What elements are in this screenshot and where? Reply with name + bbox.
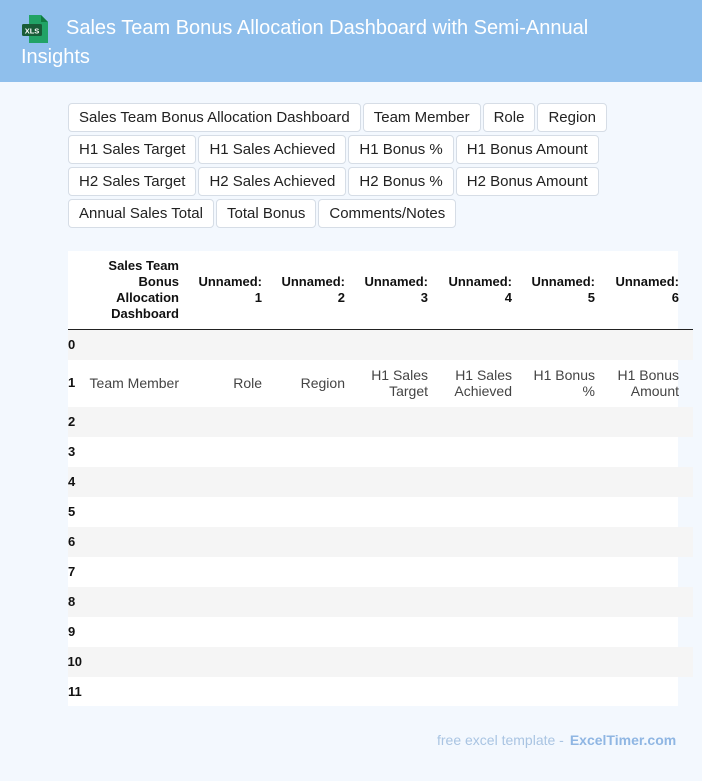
table-cell bbox=[609, 330, 693, 360]
table-cell bbox=[526, 647, 609, 677]
table-row bbox=[68, 587, 693, 617]
column-header: Sales Team Bonus Allocation Dashboard bbox=[82, 251, 193, 330]
table-cell: Team Member bbox=[89, 375, 179, 391]
table-cell bbox=[193, 497, 276, 527]
table-cell bbox=[442, 557, 526, 587]
table-cell bbox=[359, 437, 442, 467]
column-chip[interactable]: H2 Bonus % bbox=[348, 167, 453, 196]
row-index: 4 bbox=[68, 473, 76, 489]
table-cell bbox=[442, 407, 526, 437]
table-cell bbox=[526, 437, 609, 467]
table-cell bbox=[82, 407, 193, 437]
column-chip[interactable]: Region bbox=[537, 103, 607, 132]
table-cell bbox=[609, 617, 693, 647]
table-cell bbox=[359, 527, 442, 557]
column-header: Unnamed: 4 bbox=[442, 251, 526, 330]
table-row bbox=[68, 617, 693, 647]
table-cell bbox=[359, 647, 442, 677]
row-index: 1 bbox=[68, 375, 76, 390]
table-cell bbox=[442, 330, 526, 360]
table-cell bbox=[82, 527, 193, 557]
table-cell bbox=[526, 557, 609, 587]
table-row bbox=[68, 437, 693, 467]
column-header: Unnamed: 6 bbox=[609, 251, 693, 330]
table-cell bbox=[276, 407, 359, 437]
table-cell bbox=[609, 677, 693, 707]
table-cell bbox=[526, 467, 609, 497]
table-cell bbox=[442, 497, 526, 527]
table-cell bbox=[193, 647, 276, 677]
table-row bbox=[68, 407, 693, 437]
table-cell bbox=[609, 557, 693, 587]
row-index: 7 bbox=[68, 563, 76, 579]
column-chip[interactable]: H1 Sales Achieved bbox=[198, 135, 346, 164]
table-cell bbox=[276, 330, 359, 360]
table-cell bbox=[609, 497, 693, 527]
table-cell bbox=[442, 617, 526, 647]
table-cell bbox=[276, 557, 359, 587]
column-chip[interactable]: Total Bonus bbox=[216, 199, 316, 228]
data-table bbox=[68, 251, 678, 706]
table-cell bbox=[609, 587, 693, 617]
chip-row bbox=[68, 199, 628, 231]
table-cell bbox=[82, 557, 193, 587]
table-cell bbox=[442, 647, 526, 677]
table-cell bbox=[276, 437, 359, 467]
column-header: Unnamed: 5 bbox=[526, 251, 609, 330]
table-row bbox=[68, 497, 693, 527]
column-chip[interactable]: Comments/Notes bbox=[318, 199, 456, 228]
table-row bbox=[68, 330, 693, 360]
table-cell bbox=[442, 587, 526, 617]
table-cell bbox=[442, 437, 526, 467]
table-cell bbox=[609, 527, 693, 557]
table-cell bbox=[609, 437, 693, 467]
column-chip[interactable]: H1 Sales Target bbox=[68, 135, 196, 164]
table-cell bbox=[359, 497, 442, 527]
row-index: 11 bbox=[68, 683, 82, 699]
table-cell: H1 Sales Target bbox=[371, 367, 428, 399]
footer-text: free excel template - bbox=[437, 732, 564, 748]
table-cell bbox=[82, 467, 193, 497]
table-cell bbox=[359, 617, 442, 647]
table-cell bbox=[609, 467, 693, 497]
table-cell bbox=[276, 677, 359, 707]
column-chip[interactable]: H2 Sales Achieved bbox=[198, 167, 346, 196]
table-header-row bbox=[68, 251, 693, 330]
table-cell bbox=[276, 467, 359, 497]
column-chip[interactable]: H1 Bonus Amount bbox=[456, 135, 599, 164]
footer-credit bbox=[437, 732, 676, 748]
table-cell bbox=[609, 407, 693, 437]
table-cell bbox=[442, 527, 526, 557]
table-cell bbox=[193, 587, 276, 617]
table-cell bbox=[193, 557, 276, 587]
column-chip[interactable]: Annual Sales Total bbox=[68, 199, 214, 228]
table-cell bbox=[193, 527, 276, 557]
table-row bbox=[68, 677, 693, 707]
table-cell bbox=[193, 677, 276, 707]
table-row bbox=[68, 527, 693, 557]
table-cell bbox=[82, 617, 193, 647]
table-row bbox=[68, 360, 693, 407]
row-index: 0 bbox=[68, 336, 76, 352]
chip-row bbox=[68, 167, 628, 199]
table-cell: H1 Bonus % bbox=[533, 367, 595, 399]
row-index: 2 bbox=[68, 413, 76, 429]
table-cell: Role bbox=[233, 375, 262, 391]
table-cell bbox=[276, 497, 359, 527]
table-cell bbox=[359, 467, 442, 497]
column-header: Unnamed: 1 bbox=[193, 251, 276, 330]
table-cell: H1 Bonus Amount bbox=[617, 367, 679, 399]
table-cell bbox=[82, 677, 193, 707]
table-cell bbox=[82, 330, 193, 360]
table-row bbox=[68, 467, 693, 497]
row-index: 8 bbox=[68, 593, 76, 609]
table-cell bbox=[359, 587, 442, 617]
page-title: Sales Team Bonus Allocation Dashboard with Semi-Annual Insights bbox=[21, 17, 589, 68]
table-cell bbox=[442, 467, 526, 497]
column-chip[interactable]: H2 Bonus Amount bbox=[456, 167, 599, 196]
column-chip[interactable]: Sales Team Bonus Allocation Dashboard bbox=[68, 103, 361, 132]
table-cell bbox=[276, 647, 359, 677]
table-cell bbox=[359, 407, 442, 437]
table-cell: Region bbox=[300, 375, 345, 391]
row-index: 10 bbox=[67, 653, 82, 669]
table-cell bbox=[82, 647, 193, 677]
page-header bbox=[0, 0, 702, 82]
table-cell bbox=[193, 617, 276, 647]
table-cell bbox=[526, 617, 609, 647]
chip-row bbox=[68, 103, 628, 135]
table-row bbox=[68, 647, 693, 677]
table-cell bbox=[276, 587, 359, 617]
table-cell bbox=[82, 437, 193, 467]
table-cell bbox=[526, 677, 609, 707]
footer-brand-link[interactable]: ExcelTimer.com bbox=[569, 732, 677, 748]
table-cell bbox=[526, 497, 609, 527]
table-cell bbox=[193, 330, 276, 360]
table-cell bbox=[82, 587, 193, 617]
chip-row bbox=[68, 135, 628, 167]
table-row bbox=[68, 557, 693, 587]
table-cell: H1 Sales Achieved bbox=[454, 367, 512, 399]
table-cell bbox=[609, 647, 693, 677]
excel-icon-label: XLS bbox=[24, 26, 40, 36]
table-cell bbox=[442, 677, 526, 707]
column-chip[interactable]: Role bbox=[483, 103, 536, 132]
row-index: 5 bbox=[68, 503, 76, 519]
table-cell bbox=[359, 677, 442, 707]
table-cell bbox=[276, 617, 359, 647]
index-header bbox=[68, 251, 82, 330]
table-cell bbox=[526, 587, 609, 617]
row-index: 9 bbox=[68, 623, 76, 639]
column-chip[interactable]: H1 Bonus % bbox=[348, 135, 453, 164]
table-cell bbox=[82, 497, 193, 527]
table-cell bbox=[359, 557, 442, 587]
table-cell bbox=[359, 330, 442, 360]
column-chip[interactable]: H2 Sales Target bbox=[68, 167, 196, 196]
row-index: 3 bbox=[68, 443, 76, 459]
table-cell bbox=[526, 527, 609, 557]
table-cell bbox=[526, 330, 609, 360]
column-header: Unnamed: 3 bbox=[359, 251, 442, 330]
table-cell bbox=[193, 407, 276, 437]
column-chip-list bbox=[68, 103, 628, 231]
row-index: 6 bbox=[68, 533, 76, 549]
table-cell bbox=[193, 467, 276, 497]
table-cell bbox=[193, 437, 276, 467]
table-cell bbox=[526, 407, 609, 437]
column-chip[interactable]: Team Member bbox=[363, 103, 481, 132]
column-header: Unnamed: 2 bbox=[276, 251, 359, 330]
table-cell bbox=[276, 527, 359, 557]
